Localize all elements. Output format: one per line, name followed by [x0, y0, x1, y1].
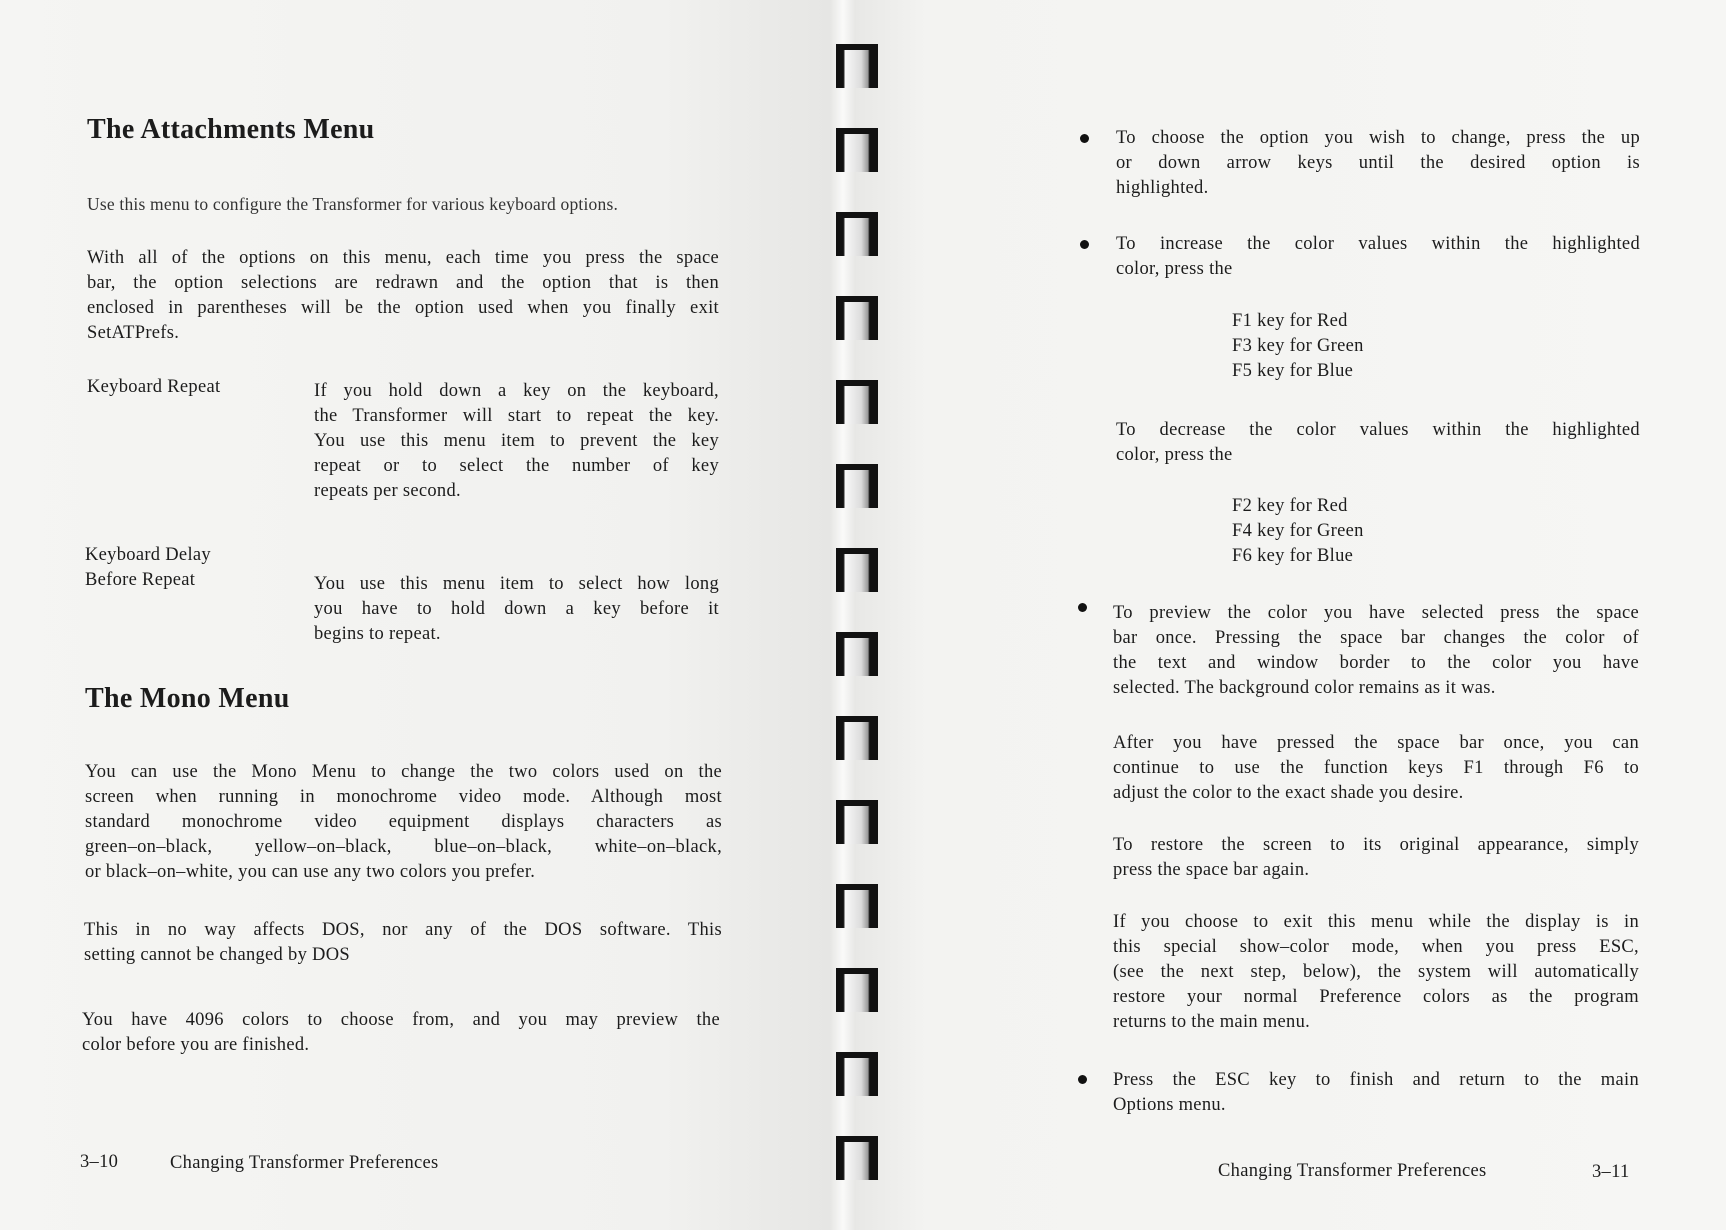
spiral-binding [826, 0, 896, 1230]
key-line: F3 key for Green [1232, 336, 1364, 356]
text-line: highlighted. [1116, 178, 1209, 198]
bullet-press-esc [1113, 1068, 1639, 1118]
text-line: SetATPrefs. [87, 323, 180, 343]
text-line: or black–on–white, you can use any two colors you prefer. [85, 862, 536, 882]
restore-paragraph [1113, 833, 1639, 883]
binding-ring [836, 548, 878, 592]
text-line: After you have pressed the space bar once, you can [1113, 733, 1639, 753]
right-footer-title: Changing Transformer Preferences [1218, 1161, 1487, 1181]
mono-paragraph-1 [85, 760, 722, 885]
decrease-intro [1116, 418, 1640, 468]
key-line: F6 key for Blue [1232, 546, 1354, 566]
text-line: screen when running in monochrome video mode. Although most [85, 787, 722, 807]
mono-heading: The Mono Menu [85, 683, 290, 714]
attachments-paragraph [87, 246, 719, 346]
bullet-icon [1080, 134, 1089, 143]
term-keyboard-delay [85, 543, 211, 593]
text-line: enclosed in parentheses will be the option used when you finally exit [87, 298, 719, 318]
binding-ring [836, 1136, 878, 1180]
text-line: or down arrow keys until the desired option is [1116, 153, 1640, 173]
bullet-icon [1080, 240, 1089, 249]
definition-keyboard-delay [314, 572, 719, 647]
decrease-key-list [1232, 494, 1364, 569]
text-line: To increase the color values within the highlighted [1116, 234, 1640, 254]
text-line: To decrease the color values within the highlighted [1116, 420, 1640, 440]
key-line: F4 key for Green [1232, 521, 1364, 541]
text-line: Options menu. [1113, 1095, 1226, 1115]
text-line: color before you are finished. [82, 1035, 310, 1055]
attachments-intro: Use this menu to configure the Transformer for various keyboard options. [87, 194, 619, 214]
text-line: repeat or to select the number of key [314, 456, 719, 476]
definition-keyboard-repeat [314, 379, 719, 504]
text-line: you have to hold down a key before it [314, 599, 719, 619]
text-line: Press the ESC key to finish and return to the main [1113, 1070, 1639, 1090]
text-line: the Transformer will start to repeat the key. [314, 406, 719, 426]
binding-ring [836, 128, 878, 172]
left-page-number: 3–10 [80, 1152, 119, 1172]
key-line: F1 key for Red [1232, 311, 1348, 331]
text-line: With all of the options on this menu, each time you press the space [87, 248, 719, 268]
text-line: the text and window border to the color you have [1113, 653, 1639, 673]
binding-ring [836, 212, 878, 256]
text-line: You can use the Mono Menu to change the two colors used on the [85, 762, 722, 782]
bullet-icon [1078, 1075, 1087, 1084]
bullet-increase-color [1116, 232, 1640, 282]
text-line: returns to the main menu. [1113, 1012, 1311, 1032]
binding-ring [836, 464, 878, 508]
text-line: This in no way affects DOS, nor any of the DOS software. This [84, 920, 722, 940]
text-line: To restore the screen to its original appearance, simply [1113, 835, 1639, 855]
binding-ring [836, 296, 878, 340]
key-line: F2 key for Red [1232, 496, 1348, 516]
text-line: To preview the color you have selected press the space [1113, 603, 1639, 623]
binding-ring [836, 716, 878, 760]
text-line: color, press the [1116, 259, 1233, 279]
text-line: standard monochrome video equipment displays characters as [85, 812, 722, 832]
text-line: To choose the option you wish to change, press the up [1116, 128, 1640, 148]
text-line: this special show–color mode, when you press ESC, [1113, 937, 1639, 957]
text-line: repeats per second. [314, 481, 461, 501]
binding-ring [836, 632, 878, 676]
binding-ring [836, 380, 878, 424]
text-line: If you choose to exit this menu while the display is in [1113, 912, 1639, 932]
binding-ring [836, 884, 878, 928]
binding-ring [836, 800, 878, 844]
text-line: press the space bar again. [1113, 860, 1310, 880]
after-space-paragraph [1113, 731, 1639, 806]
binding-ring [836, 968, 878, 1012]
text-line: setting cannot be changed by DOS [84, 945, 350, 965]
mono-paragraph-2 [84, 918, 722, 968]
text-line: You have 4096 colors to choose from, and you may preview the [82, 1010, 720, 1030]
bullet-choose-option [1116, 126, 1640, 201]
text-line: You use this menu item to select how long [314, 574, 719, 594]
text-line: If you hold down a key on the keyboard, [314, 381, 719, 401]
text-line: bar, the option selections are redrawn and the option that is then [87, 273, 719, 293]
text-line: restore your normal Preference colors as the program [1113, 987, 1639, 1007]
term-label: Keyboard Delay [85, 545, 211, 565]
right-page-number: 3–11 [1592, 1162, 1630, 1182]
binding-ring [836, 44, 878, 88]
increase-key-list [1232, 309, 1364, 384]
term-keyboard-repeat [87, 375, 220, 400]
text-line: adjust the color to the exact shade you desire. [1113, 783, 1464, 803]
text-line: continue to use the function keys F1 through F6 to [1113, 758, 1639, 778]
text-line: green–on–black, yellow–on–black, blue–on–black, white–on–black, [85, 837, 722, 857]
text-line: selected. The background color remains as it was. [1113, 678, 1496, 698]
term-label: Before Repeat [85, 570, 196, 590]
exit-paragraph [1113, 910, 1639, 1035]
text-line: bar once. Pressing the space bar changes the color of [1113, 628, 1639, 648]
bullet-preview-color [1113, 601, 1639, 701]
left-footer-title: Changing Transformer Preferences [170, 1153, 439, 1173]
key-line: F5 key for Blue [1232, 361, 1354, 381]
bullet-icon [1078, 603, 1087, 612]
mono-paragraph-3 [82, 1008, 720, 1058]
binding-ring [836, 1052, 878, 1096]
attachments-heading: The Attachments Menu [87, 114, 375, 145]
term-label: Keyboard Repeat [87, 377, 221, 397]
text-line: begins to repeat. [314, 624, 441, 644]
text-line: color, press the [1116, 445, 1233, 465]
text-line: You use this menu item to prevent the key [314, 431, 719, 451]
text-line: (see the next step, below), the system will automatically [1113, 962, 1639, 982]
